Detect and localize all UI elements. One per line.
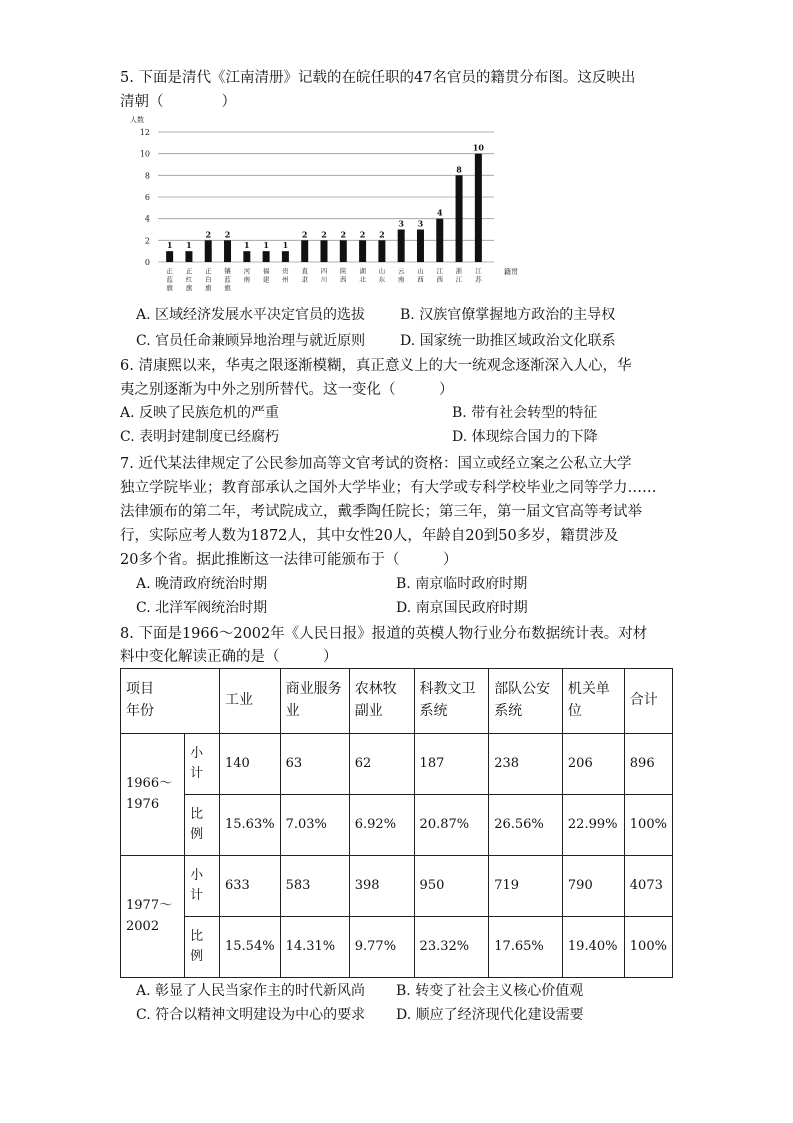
col-header: 工业 bbox=[220, 669, 281, 734]
bar-value-label: 1 bbox=[244, 240, 250, 251]
q7-option-b[interactable]: B. 南京临时政府时期 bbox=[396, 576, 528, 592]
bar bbox=[224, 240, 231, 262]
bar bbox=[359, 240, 366, 262]
table-cell: 23.32% bbox=[414, 916, 489, 977]
bar-value-label: 1 bbox=[166, 240, 173, 251]
bar bbox=[282, 251, 289, 262]
bar-value-label: 2 bbox=[224, 229, 231, 240]
table-cell: 719 bbox=[489, 856, 563, 917]
x-tick-label: 贵州 bbox=[282, 267, 289, 284]
x-tick-label: 正白旗 bbox=[204, 267, 212, 292]
bar-value-label: 2 bbox=[205, 229, 212, 240]
q8-stem-line1: 8. 下面是1966～2002年《人民日报》报道的英模人物行业分布数据统计表。对材 bbox=[120, 626, 648, 642]
x-tick-label: 山西 bbox=[417, 267, 424, 284]
table-cell: 9.77% bbox=[349, 916, 414, 977]
table-cell: 100% bbox=[624, 795, 672, 856]
x-tick-label: 江苏 bbox=[475, 267, 482, 284]
col-header: 合计 bbox=[624, 669, 672, 734]
q5-option-a[interactable]: A. 区域经济发展水平决定官员的选拔 bbox=[136, 307, 366, 323]
bar bbox=[378, 240, 385, 262]
table-cell: 6.92% bbox=[349, 795, 414, 856]
q7-option-a[interactable]: A. 晚清政府统治时期 bbox=[136, 576, 268, 592]
table-cell: 20.87% bbox=[414, 795, 489, 856]
x-tick-label: 直隶 bbox=[301, 267, 308, 284]
q6-stem-line1: 6. 清康熙以来，华夷之限逐渐模糊，真正意义上的大一统观念逐渐深入人心，华 bbox=[120, 358, 632, 374]
bar-value-label: 3 bbox=[398, 218, 404, 229]
table-cell: 14.31% bbox=[280, 916, 349, 977]
table-cell: 26.56% bbox=[489, 795, 563, 856]
col-header: 科教文卫系统 bbox=[414, 669, 489, 734]
period-label: 1977～2002 bbox=[121, 856, 185, 978]
q8-option-a[interactable]: A. 彰显了人民当家作主的时代新风尚 bbox=[136, 983, 366, 999]
q5-option-c[interactable]: C. 官员任命兼顾异地治理与就近原则 bbox=[136, 333, 366, 349]
table-corner-header bbox=[121, 669, 220, 734]
table-cell: 19.40% bbox=[562, 916, 624, 977]
header-item-label: 项目 bbox=[126, 681, 154, 698]
q8-stem-line2: 料中变化解读正确的是（ ） bbox=[120, 649, 338, 665]
y-tick-label: 10 bbox=[139, 149, 150, 159]
hero-industry-table bbox=[120, 668, 673, 978]
q7-stem-line2: 独立学院毕业；教育部承认之国外大学毕业；有大学或专科学校毕业之同等学力…… bbox=[120, 480, 657, 496]
x-tick-label: 河南 bbox=[243, 267, 251, 284]
table-cell: 896 bbox=[624, 734, 672, 795]
table-cell: 790 bbox=[562, 856, 624, 917]
q7-stem-line1: 7. 近代某法律规定了公民参加高等文官考试的资格：国立或经立案之公私立大学 bbox=[120, 456, 632, 472]
bar-value-label: 3 bbox=[417, 218, 424, 229]
y-tick-label: 2 bbox=[144, 236, 150, 246]
bar-value-label: 8 bbox=[456, 164, 462, 175]
table-cell: 633 bbox=[220, 856, 281, 917]
x-tick-label: 陕西 bbox=[340, 267, 347, 284]
bar-value-label: 2 bbox=[321, 229, 327, 240]
bar-value-label: 2 bbox=[301, 229, 308, 240]
x-tick-label: 福建 bbox=[262, 267, 270, 284]
bar bbox=[263, 251, 270, 262]
x-tick-label: 四川 bbox=[320, 267, 328, 284]
q5-option-d[interactable]: D. 国家统一助推区域政治文化联系 bbox=[400, 333, 616, 349]
table-row bbox=[121, 734, 673, 795]
table-row bbox=[121, 795, 673, 856]
x-tick-label: 浙江 bbox=[455, 267, 463, 284]
q7-stem-line4: 行，实际应考人数为1872人，其中女性20人，年龄自20到50多岁，籍贯涉及 bbox=[120, 528, 619, 544]
q5-stem-line2: 清朝（ ） bbox=[120, 94, 236, 110]
bar-value-label: 10 bbox=[472, 142, 484, 153]
table-cell: 15.54% bbox=[220, 916, 281, 977]
y-tick-label: 0 bbox=[144, 258, 150, 267]
table-row bbox=[121, 916, 673, 977]
y-tick-label: 4 bbox=[144, 214, 150, 224]
table-cell: 583 bbox=[280, 856, 349, 917]
q7-option-d[interactable]: D. 南京国民政府时期 bbox=[396, 600, 528, 616]
table-cell: 62 bbox=[349, 734, 414, 795]
native-place-bar-chart bbox=[118, 114, 538, 292]
x-tick-label: 云南 bbox=[397, 267, 405, 284]
table-cell: 15.63% bbox=[220, 795, 281, 856]
table-cell: 63 bbox=[280, 734, 349, 795]
q8-option-c[interactable]: C. 符合以精神文明建设为中心的要求 bbox=[136, 1007, 366, 1023]
bar bbox=[301, 240, 308, 262]
table-cell: 950 bbox=[414, 856, 489, 917]
y-tick-label: 12 bbox=[139, 128, 150, 137]
q6-option-b[interactable]: B. 带有社会转型的特征 bbox=[452, 405, 598, 421]
q6-stem-line2: 夷之别逐渐为中外之别所替代。这一变化（ ） bbox=[120, 382, 454, 398]
row-type-label: 小计 bbox=[185, 734, 220, 795]
bar-value-label: 1 bbox=[282, 240, 289, 251]
bar bbox=[475, 154, 482, 262]
table-cell: 206 bbox=[562, 734, 624, 795]
table-header-row bbox=[121, 669, 673, 734]
row-type-label: 小计 bbox=[185, 856, 220, 917]
period-label: 1966～1976 bbox=[121, 734, 185, 856]
bar bbox=[185, 251, 192, 262]
q7-option-c[interactable]: C. 北洋军阀统治时期 bbox=[136, 600, 268, 616]
bar bbox=[398, 230, 405, 263]
bar-value-label: 1 bbox=[186, 240, 192, 251]
col-header: 农林牧副业 bbox=[349, 669, 414, 734]
x-tick-label: 江西 bbox=[436, 267, 444, 284]
x-tick-label: 湖北 bbox=[359, 267, 366, 284]
bar bbox=[321, 240, 328, 262]
bar-value-label: 4 bbox=[436, 207, 443, 218]
table-cell: 238 bbox=[489, 734, 563, 795]
table-cell: 100% bbox=[624, 916, 672, 977]
q6-option-c[interactable]: C. 表明封建制度已经腐朽 bbox=[120, 429, 280, 445]
bar bbox=[205, 240, 212, 262]
q5-option-b[interactable]: B. 汉族官僚掌握地方政治的主导权 bbox=[400, 307, 616, 323]
x-tick-label: 镶蓝旗 bbox=[224, 267, 231, 292]
bar-value-label: 2 bbox=[359, 229, 366, 240]
bar-value-label: 1 bbox=[263, 240, 269, 251]
x-tick-label: 正红旗 bbox=[185, 267, 193, 292]
table-cell: 7.03% bbox=[280, 795, 349, 856]
header-year-label: 年份 bbox=[126, 703, 154, 720]
table-cell: 4073 bbox=[624, 856, 672, 917]
x-axis-label: 籍贯 bbox=[504, 268, 518, 276]
y-axis-label: 人数 bbox=[130, 116, 144, 124]
bar bbox=[417, 230, 424, 263]
bar-value-label: 2 bbox=[379, 229, 385, 240]
bar-value-label: 2 bbox=[340, 229, 347, 240]
bar bbox=[456, 175, 463, 262]
bar bbox=[340, 240, 347, 262]
table-cell: 22.99% bbox=[562, 795, 624, 856]
row-type-label: 比例 bbox=[185, 916, 220, 977]
y-tick-label: 6 bbox=[144, 193, 150, 202]
q5-stem-line1: 5. 下面是清代《江南清册》记载的在皖任职的47名官员的籍贯分布图。这反映出 bbox=[120, 70, 636, 86]
row-type-label: 比例 bbox=[185, 795, 220, 856]
col-header: 部队公安系统 bbox=[489, 669, 563, 734]
q6-option-d[interactable]: D. 体现综合国力的下降 bbox=[452, 429, 598, 445]
table-cell: 398 bbox=[349, 856, 414, 917]
x-tick-label: 正蓝旗 bbox=[166, 267, 173, 292]
col-header: 商业服务业 bbox=[280, 669, 349, 734]
q6-option-a[interactable]: A. 反映了民族危机的严重 bbox=[120, 405, 280, 421]
table-cell: 17.65% bbox=[489, 916, 563, 977]
bar bbox=[243, 251, 250, 262]
x-tick-label: 山东 bbox=[378, 267, 386, 284]
q7-stem-line3: 法律颁布的第二年，考试院成立，戴季陶任院长；第三年，第一届文官高等考试举 bbox=[120, 504, 642, 520]
q8-option-b[interactable]: B. 转变了社会主义核心价值观 bbox=[396, 983, 584, 999]
q7-stem-line5: 20多个省。据此推断这一法律可能颁布于（ ） bbox=[120, 552, 458, 568]
bar bbox=[166, 251, 173, 262]
q8-option-d[interactable]: D. 顺应了经济现代化建设需要 bbox=[396, 1007, 584, 1023]
col-header: 机关单位 bbox=[562, 669, 624, 734]
table-row bbox=[121, 856, 673, 917]
table-cell: 140 bbox=[220, 734, 281, 795]
table-cell: 187 bbox=[414, 734, 489, 795]
y-tick-label: 8 bbox=[144, 171, 150, 181]
bar bbox=[436, 219, 443, 262]
